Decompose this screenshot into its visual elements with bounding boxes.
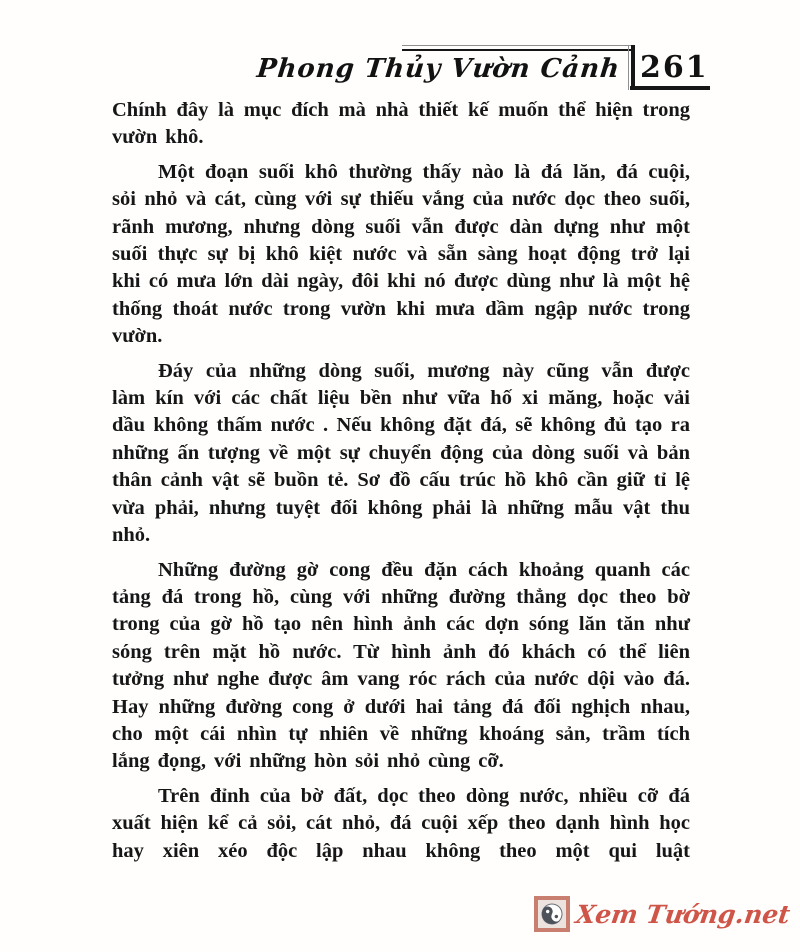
body-paragraph: Trên đỉnh của bờ đất, dọc theo dòng nước, nhiều cỡ đá xuất hiện kể cả sỏi, cát nhỏ, đá cuội xếp theo dạnh hình học hay xiên xéo độc lập nhau không theo một qui luật bbox=[112, 784, 690, 862]
page-number-underline bbox=[630, 86, 710, 90]
body-paragraph: Đáy của những dòng suối, mương này cũng vẫn được làm kín với các chất liệu bền như vữa hố xi măng, hoặc vải dầu không thấm nước . Nếu không đặt đá, sẽ không đủ tạo ra những ấn tượng về một sự chuyển động của dòng suối và bản thân cảnh vật sẽ buồn tẻ. Sơ đồ cấu trúc hồ khô cần giữ tỉ lệ vừa phải, nhưng tuyệt đối không phải là những mẫu vật thu nhỏ. bbox=[112, 359, 690, 547]
header-rule-vertical bbox=[628, 45, 635, 90]
body-paragraph: Những đường gờ cong đều đặn cách khoảng quanh các tảng đá trong hồ, cùng với những đường thẳng dọc theo bờ trong của gờ hồ tạo nên hình ảnh các dợn sóng lăn tăn như sóng trên mặt hồ nước. Từ hình ảnh đó khách có thể liên tưởng như nghe được âm vang róc rách của nước dội vào đá. Hay những đường cong ở dưới hai tảng đá đối nghịch nhau, cho một cái nhìn tự nhiên về những khoáng sản, trầm tích lắng đọng, với những hòn sỏi nhỏ cùng cỡ. bbox=[112, 558, 690, 773]
yin-yang-icon bbox=[534, 896, 570, 932]
header-rule-top bbox=[402, 45, 632, 51]
watermark bbox=[534, 896, 793, 932]
body-paragraph: Chính đây là mục đích mà nhà thiết kế muốn thể hiện trong vườn khô. bbox=[112, 99, 690, 149]
page-body bbox=[112, 97, 690, 872]
watermark-label: Xem Tướng.net bbox=[574, 899, 793, 929]
body-paragraph: Một đoạn suối khô thường thấy nào là đá lăn, đá cuội, sỏi nhỏ và cát, cùng với sự thiếu vắng của nước dọc theo suối, rãnh mương, nhưng dòng suối vẫn được dàn dựng như một suối thực sự bị khô kiệt nước và sẵn sàng hoạt động trở lại khi có mưa lớn dài ngày, đôi khi nó được dùng như là một hệ thống thoát nước trong vườn khi mưa dầm ngập nước trong vườn. bbox=[112, 160, 690, 348]
running-header-title: Phong Thủy Vườn Cảnh bbox=[255, 54, 622, 84]
page-number: 261 bbox=[640, 50, 709, 85]
